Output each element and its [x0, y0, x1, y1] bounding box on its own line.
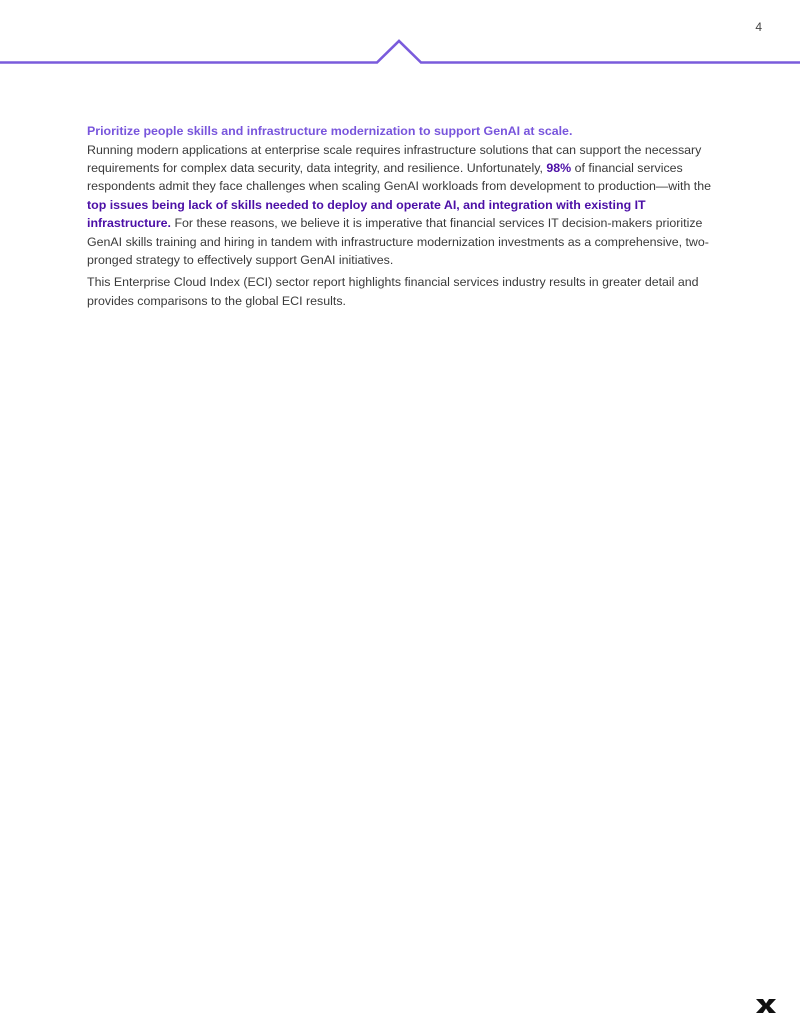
report-description-paragraph: This Enterprise Cloud Index (ECI) sector report highlights financial services industry results in greater detail and provides comparisons to the global ECI results. [87, 275, 699, 308]
header-divider-line [0, 0, 800, 70]
key-finding-highlight: top issues being lack of skills needed to deploy and operate AI, and integration with existing IT infrastructure. [87, 197, 646, 231]
paragraph-text: of financial services respondents admit they face challenges when scaling GenAI workloads from development to production—with the [87, 160, 712, 194]
main-content [87, 122, 727, 310]
intro-paragraph [87, 141, 727, 270]
paragraph-text: For these reasons, we believe it is imperative that financial services IT decision-makers prioritize GenAI skills training and hiring in tandem with infrastructure modernization investments as a comprehensive, two-pronged strategy to effectively support GenAI initiatives. [87, 216, 709, 267]
brand-x-logo-icon [754, 997, 778, 1015]
section-heading: Prioritize people skills and infrastructure modernization to support GenAI at scale. [87, 124, 573, 138]
page-number: 4 [755, 20, 762, 34]
statistic-highlight: 98% [546, 160, 572, 175]
paragraph-text: Running modern applications at enterprise scale requires infrastructure solutions that can support the necessary requirements for complex data security, data integrity, and resilience. Unfortunately, [87, 142, 702, 175]
